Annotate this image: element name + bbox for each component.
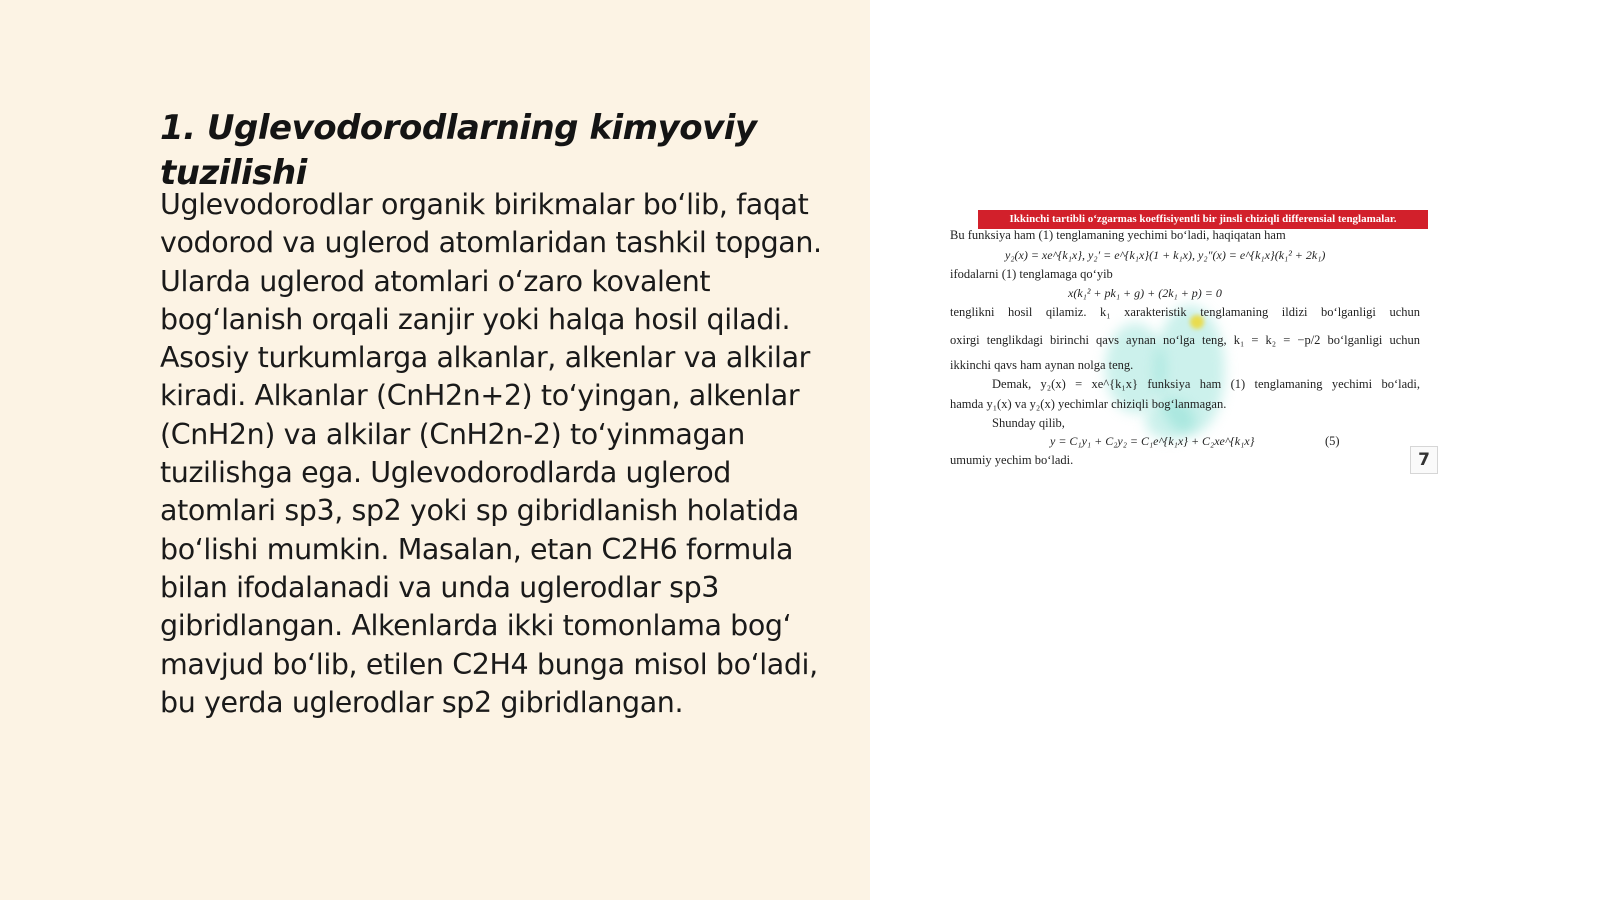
document-line: Shunday qilib, — [992, 416, 1065, 430]
textbook-page-image — [950, 205, 1450, 485]
document-header: Ikkinchi tartibli o‘zgarmas koeffisiyentli bir jinsli chiziqli differensial tenglamalar. — [978, 210, 1428, 229]
page-number-badge: 7 — [1410, 446, 1438, 474]
document-line: ifodalarni (1) tenglamaga qo‘yib — [950, 267, 1113, 281]
document-line: Demak, y₂(x) = xe^{k₁x} funksiya ham (1) tenglamaning yechimi bo‘ladi, — [992, 377, 1420, 391]
slide-body-text: Uglevodorodlar organik birikmalar bo‘lib, faqat vodorod va uglerod atomlaridan tashkil topgan. Ularda uglerod atomlari o‘zaro kovalent bog‘lanish orqali zanjir yoki halqa hosil qiladi. Asosiy turkumlarga alkanlar, alkenlar va alkilar kiradi. Alkanlar (CnH2n+2) to‘yingan, alkenlar (CnH2n) va alkilar (CnH2n-2) to‘yinmagan tuzilishga ega. Uglevodorodlarda uglerod atomlari sp3, sp2 yoki sp gibridlanish holatida bo‘lishi mumkin. Masalan, etan C2H6 formula bilan ifodalanadi va unda uglerodlar sp3 gibridlangan. Alkenlarda ikki tomonlama bog‘ mavjud bo‘lib, etilen C2H4 bunga misol bo‘ladi, bu yerda uglerodlar sp2 gibridlangan. — [160, 188, 822, 719]
equation-number: (5) — [1325, 434, 1340, 448]
document-line: Bu funksiya ham (1) tenglamaning yechimi bo‘ladi, haqiqatan ham — [950, 228, 1286, 242]
document-line: hamda y₁(x) va y₂(x) yechimlar chiziqli bog‘lanmagan. — [950, 397, 1227, 411]
slide-title: 1. Uglevodorodlarning kimyoviy tuzilishi — [160, 108, 757, 193]
document-line: tenglikni hosil qilamiz. k₁ xarakteristik tenglamaning ildizi bo‘lganligi uchun — [950, 305, 1420, 319]
document-formula: y = C₁y₁ + C₂y₂ = C₁e^{k₁x} + C₂xe^{k₁x} — [1050, 434, 1255, 448]
document-line: ikkinchi qavs ham aynan nolga teng. — [950, 358, 1134, 372]
document-line: umumiy yechim bo‘ladi. — [950, 453, 1074, 467]
document-formula: x(k₁² + pk₁ + g) + (2k₁ + p) = 0 — [1068, 286, 1222, 300]
document-line: oxirgi tenglikdagi birinchi qavs aynan no‘lga teng, k₁ = k₂ = −p/2 bo‘lganligi uchun — [950, 333, 1420, 347]
document-formula: y₂(x) = xe^{k₁x}, y₂′ = e^{k₁x}(1 + k₁x), y₂″(x) = e^{k₁x}(k₁² + 2k₁) — [1005, 248, 1326, 262]
